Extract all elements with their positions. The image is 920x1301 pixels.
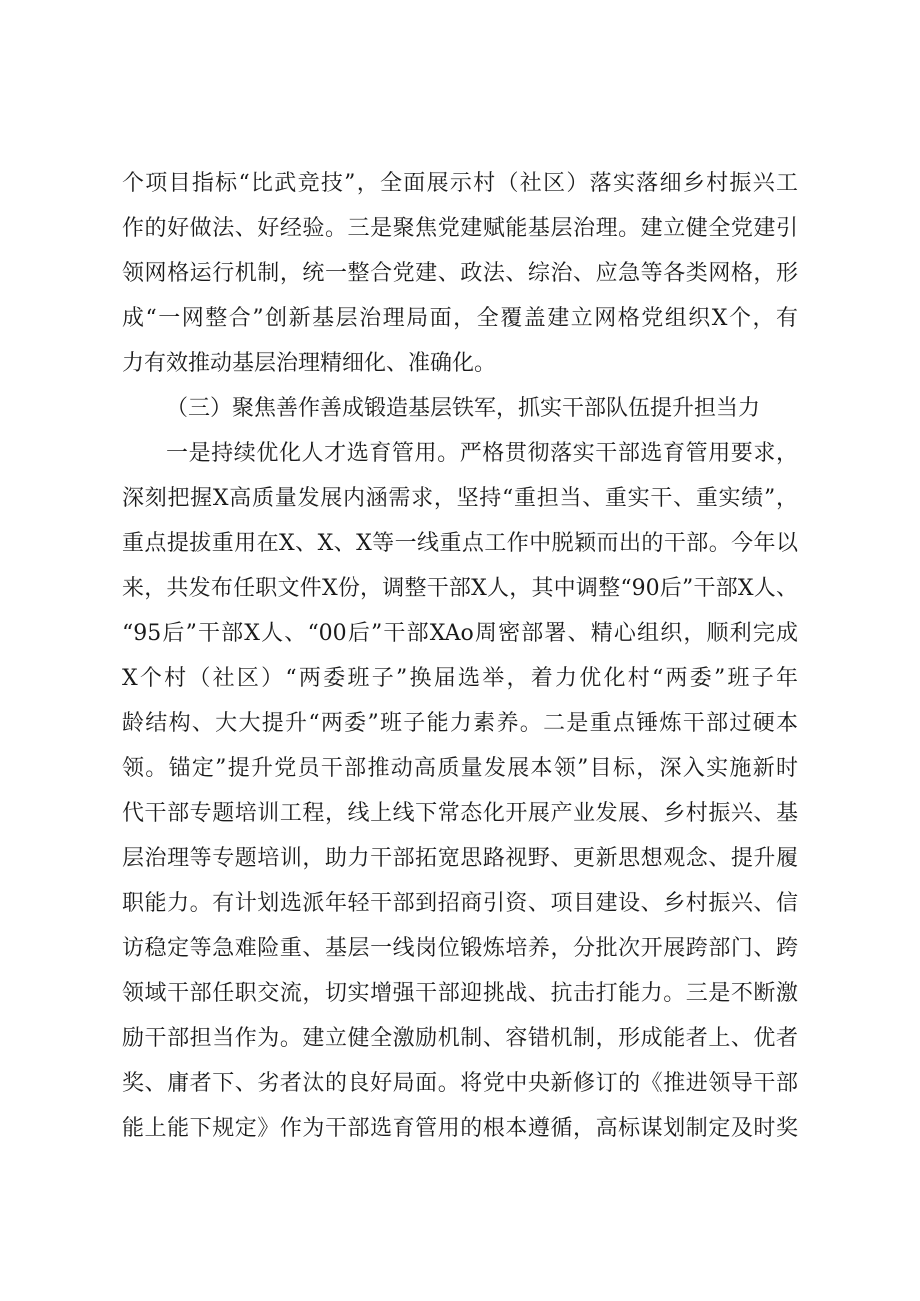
- paragraph-line: 领域干部任职交流，切实增强干部迎挑战、抗击打能力。三是不断激: [122, 981, 798, 1006]
- paragraph-line: 龄结构、大大提升“两委”班子能力素养。二是重点锤炼干部过硬本: [122, 711, 798, 736]
- paragraph-line: 重点提拔重用在X、X、X等一线重点工作中脱颖而出的干部。今年以: [122, 531, 798, 556]
- paragraph-line: 职能力。有计划选派年轻干部到招商引资、项目建设、乡村振兴、信: [122, 891, 798, 916]
- paragraph-line: 深刻把握X高质量发展内涵需求，坚持“重担当、重实干、重实绩”，: [122, 486, 798, 511]
- paragraph-line: 一是持续优化人才选育管用。严格贯彻落实干部选育管用要求，: [166, 441, 798, 466]
- paragraph-line: 个项目指标“比武竞技”，全面展示村（社区）落实落细乡村振兴工: [122, 171, 798, 196]
- paragraph-line: 成“一网整合”创新基层治理局面，全覆盖建立网格党组织X个，有: [122, 306, 798, 331]
- paragraph-line: 领网格运行机制，统一整合党建、政法、综治、应急等各类网格，形: [122, 261, 798, 286]
- paragraph-line: X个村（社区）“两委班子”换届选举，着力优化村“两委”班子年: [122, 666, 798, 691]
- paragraph-line: 领。锚定”提升党员干部推动高质量发展本领”目标，深入实施新时: [122, 756, 798, 781]
- paragraph-line: 层治理等专题培训，助力干部拓宽思路视野、更新思想观念、提升履: [122, 846, 798, 871]
- paragraph-line: 能上能下规定》作为干部选育管用的根本遵循，高标谋划制定及时奖: [122, 1116, 798, 1141]
- paragraph-line: 代干部专题培训工程，线上线下常态化开展产业发展、乡村振兴、基: [122, 801, 798, 826]
- paragraph-line: 作的好做法、好经验。三是聚焦党建赋能基层治理。建立健全党建引: [122, 216, 798, 241]
- paragraph-line: 奖、庸者下、劣者汰的良好局面。将党中央新修订的《推进领导干部: [122, 1071, 798, 1096]
- section-heading: （三）聚焦善作善成锻造基层铁军，抓实干部队伍提升担当力: [166, 396, 761, 421]
- paragraph-line: “95后”干部X人、“00后”干部XAo周密部署、精心组织，顺利完成: [122, 621, 798, 646]
- paragraph-line: 力有效推动基层治理精细化、准确化。: [122, 351, 497, 376]
- paragraph-line: 来，共发布任职文件X份，调整干部X人，其中调整“90后”干部X人、: [122, 576, 798, 601]
- paragraph-line: 访稳定等急难险重、基层一线岗位锻炼培养，分批次开展跨部门、跨: [122, 936, 798, 961]
- paragraph-line: 励干部担当作为。建立健全激励机制、容错机制，形成能者上、优者: [122, 1026, 798, 1051]
